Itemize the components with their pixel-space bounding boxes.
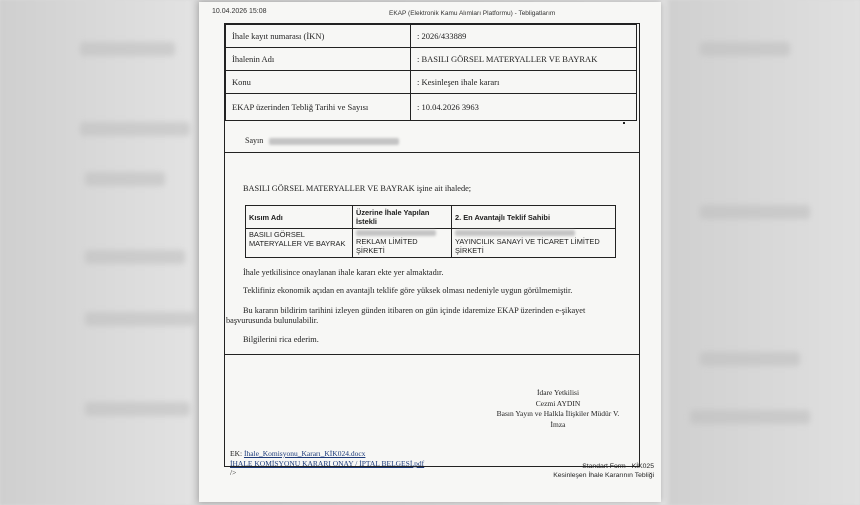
attachments-trailer: /> [230, 468, 237, 477]
subject-value: : Kesinleşen ihale kararı [411, 71, 637, 94]
background-blur [80, 42, 175, 56]
background-blur [85, 250, 185, 264]
paragraph-complaint: Bu kararın bildirim tarihini izleyen günden itibaren on gün içinde idaremize EKAP üzerinden e-şikayet [243, 306, 586, 315]
signature-block [468, 388, 648, 430]
background-blur [690, 410, 810, 424]
background-blur [85, 172, 165, 186]
signatory-name: Cezmi AYDIN [535, 398, 581, 408]
divider [225, 354, 639, 355]
attachment-link-pdf[interactable]: İHALE KOMİSYONU KARARI ONAY / İPTAL BELGESİ.pdf [230, 458, 425, 468]
tender-name-value: : BASILI GÖRSEL MATERYALLER VE BAYRAK [411, 48, 637, 71]
print-datetime: 10.04.2026 15:08 [212, 8, 267, 15]
paragraph-approval: İhale yetkilisince onaylanan ihale kararı ekte yer almaktadır. [243, 268, 444, 277]
background-blur [85, 312, 195, 326]
notice-date-label: EKAP üzerinden Tebliğ Tarihi ve Sayısı [226, 94, 411, 121]
redacted-recipient [269, 138, 399, 145]
paragraph-closing: Bilgilerini rica ederim. [243, 335, 319, 344]
signature-label: İmza [550, 419, 566, 429]
col-second-best: 2. En Avantajlı Teklif Sahibi [452, 206, 616, 229]
salutation [245, 136, 399, 145]
ikn-value: : 2026/433889 [411, 25, 637, 48]
tender-name-label: İhalenin Adı [226, 48, 411, 71]
attachments-prefix: EK: [230, 449, 243, 458]
attachment-link-docx[interactable]: İhale_Komisyonu_Kararı_KİK024.docx [243, 449, 366, 458]
form-code: Standart Form - KİK025 [582, 463, 654, 470]
winner-text: REKLAM LİMİTED ŞİRKETİ [356, 237, 418, 255]
divider [225, 152, 639, 153]
second-best-cell [452, 229, 616, 258]
form-name: Kesinleşen İhale Kararının Tebliği [553, 472, 654, 479]
award-table [245, 205, 616, 258]
background-blur [700, 42, 790, 56]
lot-name-cell: BASILI GÖRSEL MATERYALLER VE BAYRAK [246, 229, 353, 258]
background-blur [700, 205, 810, 219]
redacted-second-best [455, 230, 575, 236]
second-best-text: YAYINCILIK SANAYİ VE TİCARET LİMİTED ŞİRKETİ [455, 237, 600, 255]
subject-label: Konu [226, 71, 411, 94]
paragraph-complaint-cont: başvurusunda bulunulabilir. [226, 316, 319, 325]
background-blur [85, 402, 190, 416]
background-blur [700, 352, 800, 366]
tender-info-table [225, 24, 637, 121]
signatory-role: İdare Yetkilisi [536, 388, 580, 397]
winner-cell [353, 229, 452, 258]
stray-mark [623, 122, 625, 124]
form-footer [544, 462, 654, 480]
col-lot-name: Kısım Adı [246, 206, 353, 229]
print-title: EKAP (Elektronik Kamu Alımları Platformu) - Tebligatlarım [389, 10, 556, 17]
col-winner: Üzerine İhale Yapılan İstekli [353, 206, 452, 229]
notice-date-value: : 10.04.2026 3963 [411, 94, 637, 121]
intro-text: BASILI GÖRSEL MATERYALLER VE BAYRAK işine ait ihalede; [243, 184, 472, 193]
background-blur [80, 122, 190, 136]
signatory-title: Basın Yayın ve Halkla İlişkiler Müdür V. [496, 409, 620, 418]
paragraph-rejection: Teklifiniz ekonomik açıdan en avantajlı teklife göre yüksek olması nedeniyle uygun görülmemiştir. [243, 286, 573, 295]
attachments [230, 449, 424, 478]
ikn-label: İhale kayıt numarası (İKN) [226, 25, 411, 48]
document-page [199, 2, 661, 502]
salutation-text: Sayın [245, 136, 264, 145]
redacted-winner [356, 230, 436, 236]
